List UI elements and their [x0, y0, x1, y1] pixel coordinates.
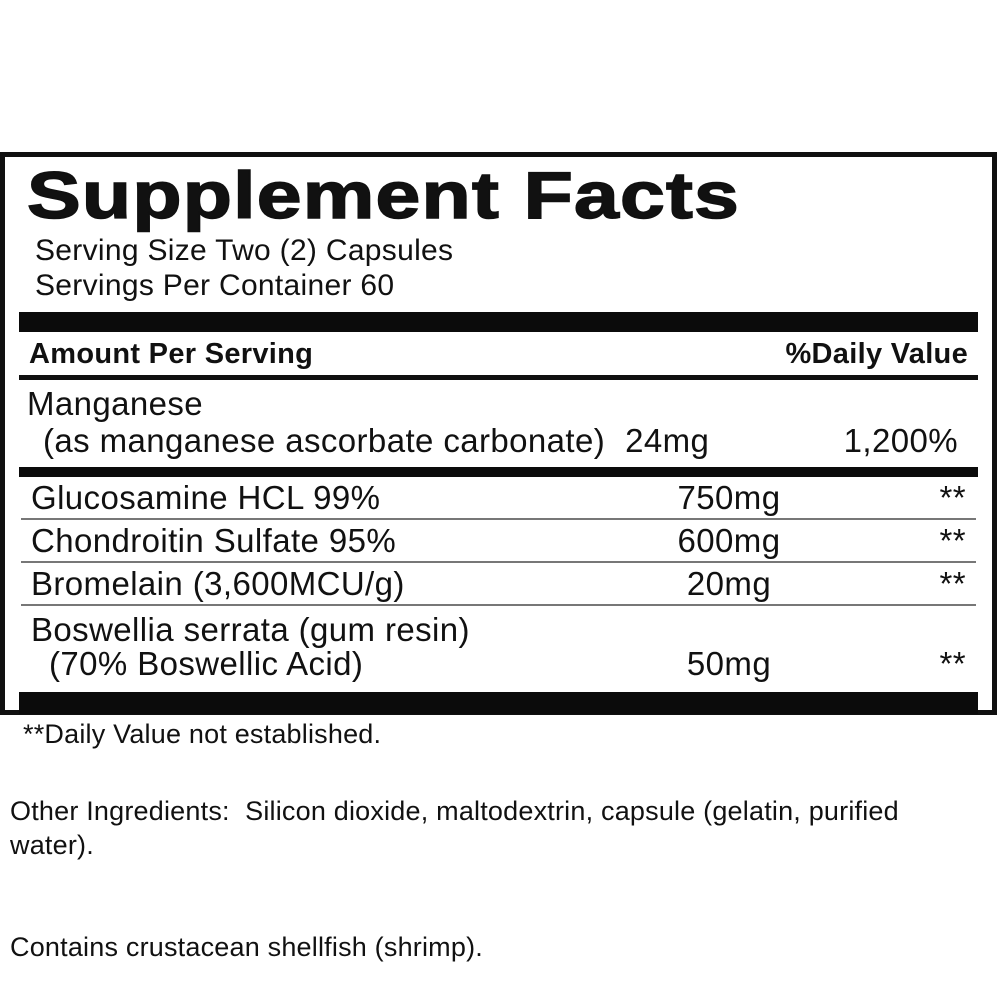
- ingredient-name: Boswellia serrata (gum resin): [31, 611, 470, 648]
- ingredient-row-boswellia: [17, 606, 980, 686]
- ingredient-name: Chondroitin Sulfate 95%: [31, 522, 397, 559]
- ingredient-amount: 50mg: [686, 645, 772, 682]
- supplement-facts-title: Supplement Facts: [27, 158, 741, 232]
- ingredient-daily-value: **: [939, 522, 966, 559]
- daily-value-footnote: **Daily Value not established.: [23, 719, 382, 749]
- thick-divider-bottom: [19, 692, 978, 714]
- ingredient-amount: 20mg: [686, 565, 772, 602]
- ingredient-amount: 600mg: [677, 522, 781, 559]
- ingredient-daily-value: **: [939, 479, 966, 516]
- nutrient-row-manganese: [17, 380, 980, 459]
- ingredient-row-glucosamine: [21, 477, 976, 520]
- serving-size: Serving Size Two (2) Capsules: [35, 234, 454, 267]
- thick-divider-top: [19, 312, 978, 332]
- ingredient-source: (70% Boswellic Acid): [49, 645, 364, 682]
- other-ingredients: Other Ingredients: Silicon dioxide, maltodextrin, capsule (gelatin, purified water).: [10, 796, 907, 860]
- nutrient-name: Manganese: [27, 385, 204, 422]
- daily-value-header: %Daily Value: [785, 338, 968, 370]
- ingredient-row-bromelain: [21, 563, 976, 606]
- thick-divider-middle: [19, 467, 978, 477]
- ingredient-amount: 750mg: [677, 479, 781, 516]
- nutrient-amount: 24mg: [625, 422, 710, 459]
- ingredient-name: Bromelain (3,600MCU/g): [31, 565, 405, 602]
- ingredient-daily-value: **: [939, 645, 966, 682]
- column-header-row: [19, 332, 978, 380]
- ingredient-daily-value: **: [939, 565, 966, 602]
- nutrient-daily-value: 1,200%: [843, 422, 958, 459]
- ingredient-name: Glucosamine HCL 99%: [31, 479, 381, 516]
- supplement-facts-panel: [0, 152, 997, 749]
- amount-per-serving-header: Amount Per Serving: [29, 338, 314, 370]
- ingredient-row-chondroitin: [21, 520, 976, 563]
- nutrient-source: (as manganese ascorbate carbonate): [43, 422, 606, 459]
- servings-per-container: Servings Per Container 60: [35, 269, 395, 302]
- allergen-statement: Contains crustacean shellfish (shrimp).: [10, 932, 483, 962]
- other-ingredients-section: [10, 726, 990, 998]
